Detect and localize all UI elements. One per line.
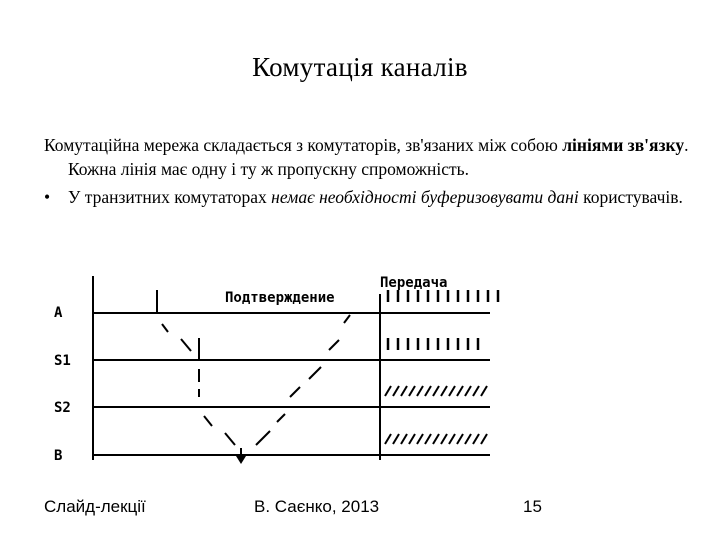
transfer-marks-s2 — [385, 386, 487, 396]
circuit-switching-diagram — [50, 270, 510, 470]
row-label-s1: S1 — [54, 353, 71, 369]
diagram-svg — [50, 270, 510, 470]
row-label-s2: S2 — [54, 400, 71, 416]
paragraph-switching-network — [44, 133, 694, 181]
footer-slide-lectures: Слайд-лекції — [44, 497, 146, 516]
transfer-marks-b — [385, 434, 487, 444]
footer-page-number: 15 — [523, 497, 542, 516]
transfer-marks-a — [388, 290, 498, 302]
confirm-path — [256, 315, 350, 445]
paragraph-text-start: Комутаційна мережа складається з комутаторів, зв'язаних між собою — [44, 135, 563, 155]
footer-author: В. Саєнко, 2013 — [254, 497, 380, 516]
paragraph-text-end: . Кожна лінія має одну і ту ж пропускну спроможність. — [68, 135, 689, 179]
arrival-arrow-icon — [236, 456, 246, 464]
slide-body — [44, 133, 694, 209]
bullet-icon: • — [44, 187, 51, 207]
bullet-item-transit-switches — [44, 185, 694, 209]
row-label-b: B — [54, 448, 63, 464]
slide-title: Комутація каналів — [252, 52, 468, 82]
confirm-label: Подтверждение — [225, 290, 335, 306]
bullet-italic-term: немає необхідності буферизовувати дані — [271, 187, 579, 207]
bullet-text-end: користувачів. — [578, 187, 683, 207]
transfer-marks-s1 — [388, 338, 478, 350]
paragraph-bold-term: лініями зв'язку — [562, 135, 685, 155]
bullet-text-start: У транзитних комутаторах — [68, 187, 272, 207]
transfer-label: Передача — [380, 275, 448, 291]
row-label-a: A — [54, 305, 63, 321]
request-path — [162, 324, 241, 458]
